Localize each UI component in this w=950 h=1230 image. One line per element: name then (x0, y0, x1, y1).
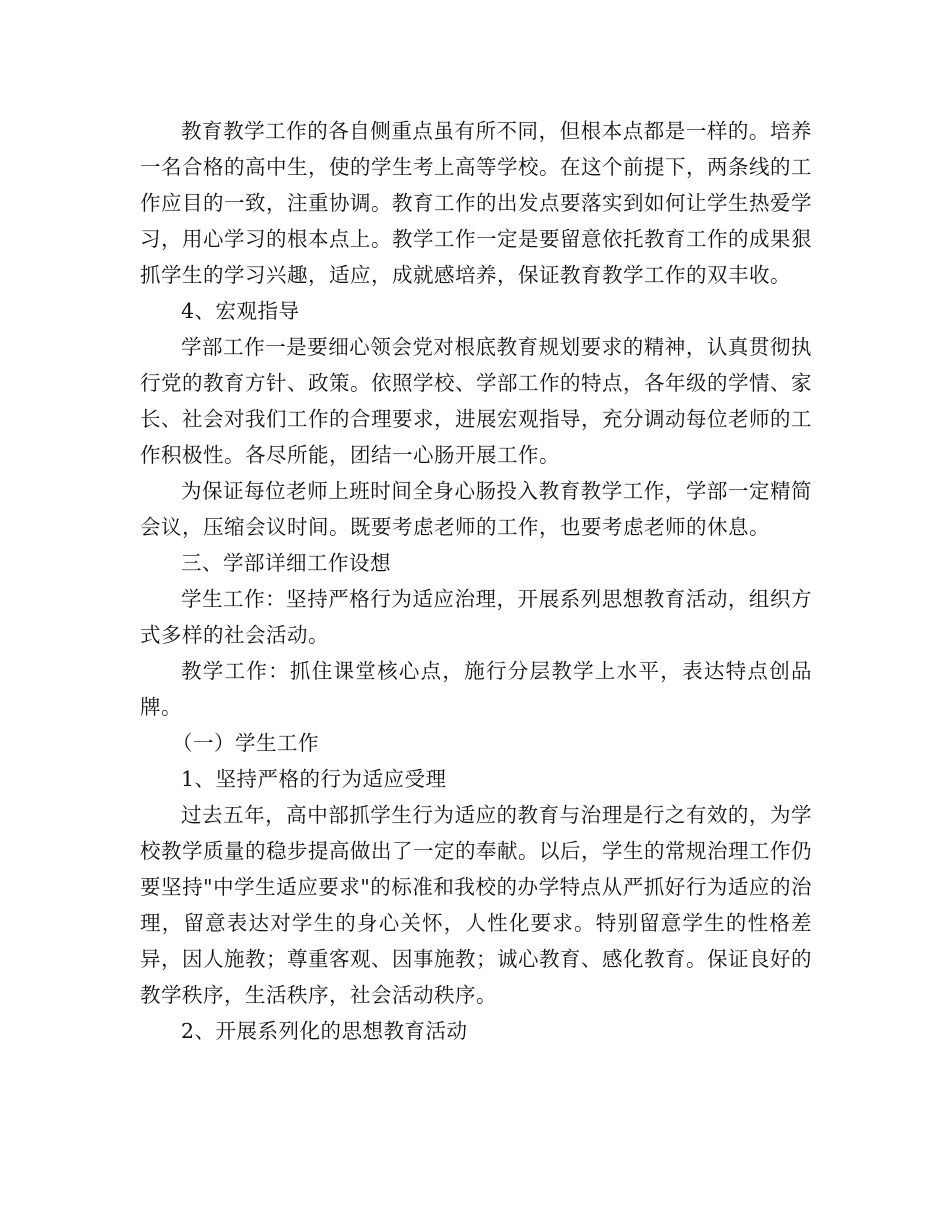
paragraph-education-teaching-focus: 教育教学工作的各自侧重点虽有所不同，但根本点都是一样的。培养一名合格的高中生，使的学生考上高等学校。在这个前提下，两条线的工作应目的一致，注重协调。教育工作的出发点要落实到如何让学生热爱学习，用心学习的根本点上。教学工作一定是要留意依托教育工作的成果狠抓学生的学习兴趣，适应，成就感培养，保证教育教学工作的双丰收。 (140, 119, 812, 287)
paragraph-past-five-years: 过去五年，高中部抓学生行为适应的教育与治理是行之有效的，为学校教学质量的稳步提高做出了一定的奉献。以后，学生的常规治理工作仍要坚持"中学生适应要求"的标准和我校的办学特点从严抓好行为适应的治理，留意表达对学生的身心关怀，人性化要求。特别留意学生的性格差异，因人施教；尊重客观、因事施教；诚心教育、感化教育。保证良好的教学秩序，生活秩序，社会活动秩序。 (140, 803, 812, 1007)
paragraph-student-work-summary: 学生工作：坚持严格行为适应治理，开展系列思想教育活动，组织方式多样的社会活动。 (140, 587, 812, 647)
paragraph-teaching-work-summary: 教学工作：抓住课堂核心点，施行分层教学上水平，表达特点创品牌。 (140, 659, 812, 719)
subheading-student-work: （一）学生工作 (172, 731, 319, 755)
paragraph-department-work: 学部工作一是要细心领会党对根底教育规划要求的精神，认真贯彻执行党的教育方针、政策。依照学校、学部工作的特点，各年级的学情、家长、社会对我们工作的合理要求，进展宏观指导，充分调动每位老师的工作积极性。各尽所能，团结一心肠开展工作。 (140, 335, 812, 467)
heading-macro-guidance: 4、宏观指导 (181, 299, 300, 323)
heading-detailed-work-plan: 三、学部详细工作设想 (181, 551, 391, 575)
heading-ideological-education: 2、开展系列化的思想教育活动 (181, 1019, 468, 1043)
document-body (140, 113, 812, 1049)
paragraph-meeting-reduction: 为保证每位老师上班时间全身心肠投入教育教学工作，学部一定精简会议，压缩会议时间。既要考虑老师的工作，也要考虑老师的休息。 (140, 479, 812, 539)
heading-behavior-management: 1、坚持严格的行为适应受理 (181, 767, 447, 791)
